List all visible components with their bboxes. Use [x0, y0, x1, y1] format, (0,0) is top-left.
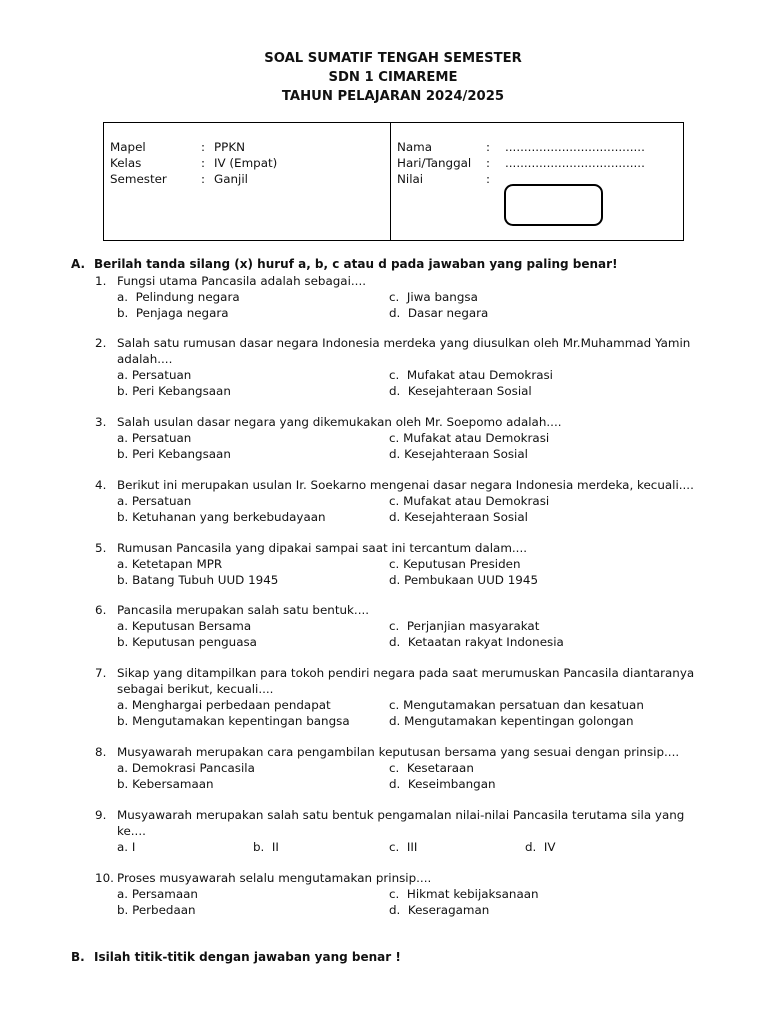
option-b[interactable]: b. Kebersamaan [117, 777, 214, 791]
option-b[interactable]: b. Mengutamakan kepentingan bangsa [117, 714, 350, 728]
option-b[interactable]: b. Penjaga negara [117, 306, 229, 320]
info-colon: : [201, 172, 206, 186]
info-colon: : [486, 140, 491, 154]
option-c[interactable]: c. Keputusan Presiden [389, 557, 521, 571]
section-b-heading [71, 949, 401, 965]
question-number: 6. [95, 603, 107, 617]
question-8 [95, 744, 715, 792]
info-colon: : [486, 172, 491, 186]
question-text: Sikap yang ditampilkan para tokoh pendiri negara pada saat merumuskan Pancasila diantaranya [117, 666, 695, 680]
option-c[interactable]: c. Mufakat atau Demokrasi [389, 431, 550, 445]
option-d[interactable]: d. Mengutamakan kepentingan golongan [389, 714, 634, 728]
info-label: Hari/Tanggal [397, 156, 472, 170]
option-a[interactable]: a. Menghargai perbedaan pendapat [117, 698, 331, 712]
question-text: Musyawarah merupakan cara pengambilan keputusan bersama yang sesuai dengan prinsip.... [117, 745, 680, 759]
question-text: Salah satu rumusan dasar negara Indonesia merdeka yang diusulkan oleh Mr.Muhammad Yamin [117, 336, 691, 350]
option-c[interactable]: c. III [389, 840, 418, 854]
question-1 [95, 273, 715, 321]
option-c[interactable]: c. Hikmat kebijaksanaan [389, 887, 539, 901]
info-value: PPKN [214, 140, 246, 154]
info-label: Mapel [110, 140, 146, 154]
question-3 [95, 414, 715, 462]
option-d[interactable]: d. Kesejahteraan Sosial [389, 447, 528, 461]
question-number: 1. [95, 274, 107, 288]
academic-year: TAHUN PELAJARAN 2024/2025 [281, 89, 505, 104]
question-10 [95, 870, 715, 918]
option-a[interactable]: a. Demokrasi Pancasila [117, 761, 255, 775]
question-7 [95, 665, 715, 729]
question-number: 3. [95, 415, 107, 429]
student-info-box [103, 122, 684, 241]
option-a[interactable]: a. Ketetapan MPR [117, 557, 223, 571]
info-colon: : [201, 140, 206, 154]
option-c[interactable]: c. Mufakat atau Demokrasi [389, 494, 550, 508]
option-a[interactable]: a. Persatuan [117, 368, 192, 382]
exam-title: SOAL SUMATIF TENGAH SEMESTER [264, 51, 522, 66]
question-text: Fungsi utama Pancasila adalah sebagai.... [117, 274, 366, 288]
option-d[interactable]: d. Dasar negara [389, 306, 489, 320]
section-letter: B. [71, 950, 85, 964]
option-d[interactable]: d. IV [525, 840, 556, 854]
info-label: Nilai [397, 172, 424, 186]
option-b[interactable]: b. Ketuhanan yang berkebudayaan [117, 510, 326, 524]
option-d[interactable]: d. Kesejahteraan Sosial [389, 510, 528, 524]
question-number: 9. [95, 808, 107, 822]
option-a[interactable]: a. Persamaan [117, 887, 198, 901]
option-c[interactable]: c. Mengutamakan persatuan dan kesatuan [389, 698, 644, 712]
option-d[interactable]: d. Keseragaman [389, 903, 490, 917]
info-divider [390, 123, 391, 240]
school-name: SDN 1 CIMAREME [328, 70, 458, 85]
date-blank[interactable]: ..................................... [505, 156, 645, 170]
question-9 [95, 807, 715, 855]
question-number: 7. [95, 666, 107, 680]
option-a[interactable]: a. Keputusan Bersama [117, 619, 252, 633]
question-6 [95, 602, 715, 650]
option-d[interactable]: d. Ketaatan rakyat Indonesia [389, 635, 564, 649]
question-text: Berikut ini merupakan usulan Ir. Soekarno mengenai dasar negara Indonesia merdeka, kecuali.... [117, 478, 694, 492]
info-label: Nama [397, 140, 433, 154]
option-d[interactable]: d. Keseimbangan [389, 777, 496, 791]
section-a-heading [71, 256, 618, 272]
question-text: Rumusan Pancasila yang dipakai sampai saat ini tercantum dalam.... [117, 541, 528, 555]
option-d[interactable]: d. Kesejahteraan Sosial [389, 384, 532, 398]
info-label: Semester [110, 172, 167, 186]
option-c[interactable]: c. Kesetaraan [389, 761, 474, 775]
option-c[interactable]: c. Jiwa bangsa [389, 290, 478, 304]
info-value: IV (Empat) [214, 156, 278, 170]
question-text: Proses musyawarah selalu mengutamakan prinsip.... [117, 871, 432, 885]
question-5 [95, 540, 715, 588]
option-a[interactable]: a. Persatuan [117, 431, 192, 445]
info-label: Kelas [110, 156, 142, 170]
option-c[interactable]: c. Perjanjian masyarakat [389, 619, 540, 633]
option-b[interactable]: b. Perbedaan [117, 903, 196, 917]
section-instruction: Berilah tanda silang (x) huruf a, b, c atau d pada jawaban yang paling benar! [94, 257, 618, 271]
option-a[interactable]: a. Pelindung negara [117, 290, 240, 304]
info-colon: : [486, 156, 491, 170]
score-box[interactable] [504, 184, 603, 226]
question-4 [95, 477, 715, 525]
info-colon: : [201, 156, 206, 170]
option-a[interactable]: a. I [117, 840, 136, 854]
exam-header [0, 49, 768, 106]
name-blank[interactable]: ..................................... [505, 140, 645, 154]
question-text: Pancasila merupakan salah satu bentuk.... [117, 603, 370, 617]
option-b[interactable]: b. II [253, 840, 279, 854]
section-letter: A. [71, 257, 86, 271]
question-number: 4. [95, 478, 107, 492]
question-text: Musyawarah merupakan salah satu bentuk pengamalan nilai-nilai Pancasila terutama sila yang [117, 808, 685, 822]
option-a[interactable]: a. Persatuan [117, 494, 192, 508]
option-b[interactable]: b. Keputusan penguasa [117, 635, 257, 649]
question-number: 5. [95, 541, 107, 555]
question-number: 10. [95, 871, 114, 885]
option-b[interactable]: b. Peri Kebangsaan [117, 384, 231, 398]
question-text-cont: sebagai berikut, kecuali.... [117, 682, 274, 696]
info-value: Ganjil [214, 172, 248, 186]
option-b[interactable]: b. Batang Tubuh UUD 1945 [117, 573, 279, 587]
question-text-cont: adalah.... [117, 352, 173, 366]
option-b[interactable]: b. Peri Kebangsaan [117, 447, 231, 461]
question-number: 2. [95, 336, 107, 350]
option-d[interactable]: d. Pembukaan UUD 1945 [389, 573, 539, 587]
question-2 [95, 335, 715, 399]
question-text-cont: ke.... [117, 824, 146, 838]
option-c[interactable]: c. Mufakat atau Demokrasi [389, 368, 553, 382]
question-number: 8. [95, 745, 107, 759]
question-text: Salah usulan dasar negara yang dikemukakan oleh Mr. Soepomo adalah.... [117, 415, 562, 429]
section-instruction: Isilah titik-titik dengan jawaban yang benar ! [94, 950, 401, 964]
